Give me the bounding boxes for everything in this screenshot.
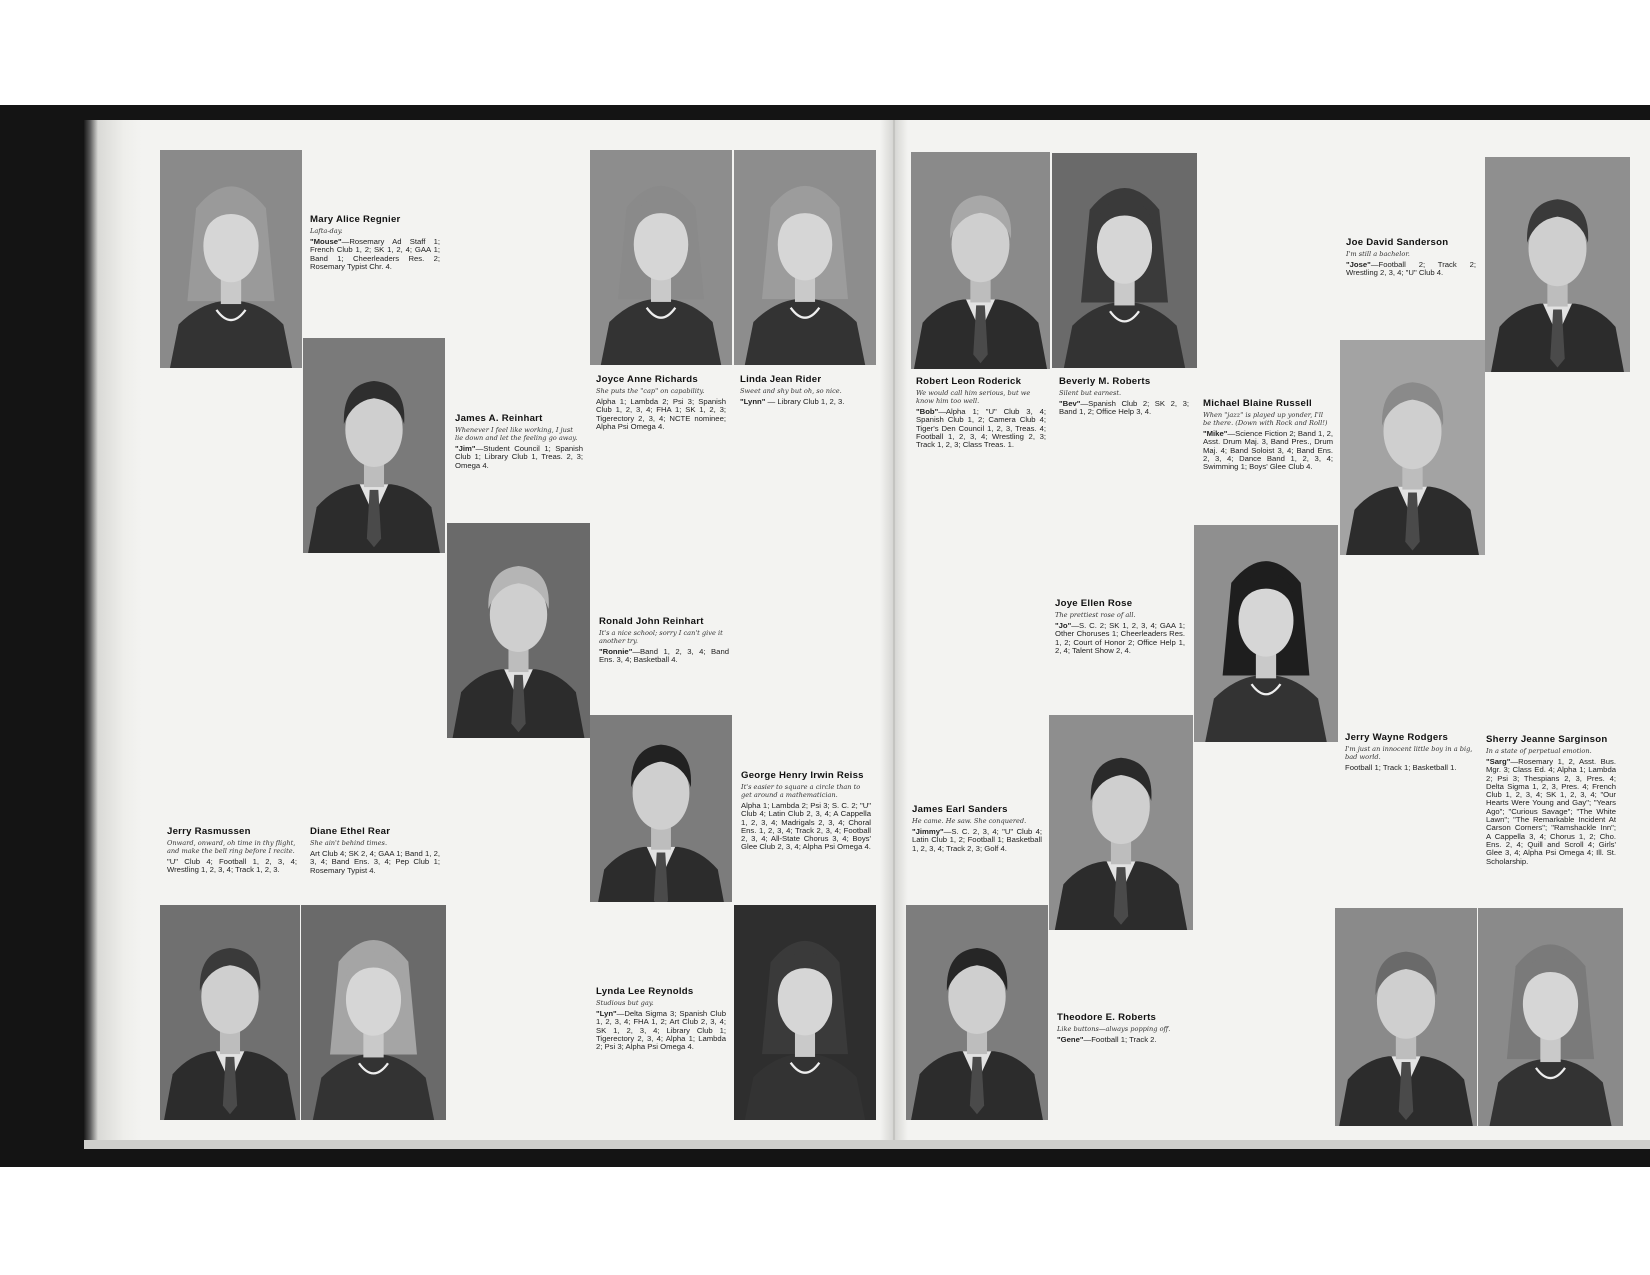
senior-activities (740, 398, 870, 406)
entry-reinhart-james (455, 413, 583, 470)
senior-name: Joe David Sanderson (1346, 237, 1449, 248)
entry-russell (1203, 398, 1333, 471)
senior-nickname: "Lyn" (596, 1009, 617, 1018)
portrait-sarginson (1478, 908, 1623, 1126)
portrait-image (303, 338, 445, 553)
senior-nickname: "Jo" (1055, 621, 1072, 630)
activities-text: —Alpha 1; "U" Club 3, 4; Spanish Club 1, 2; Camera Club 4; Tiger's Den Council 1, 2, 3, Treas. 4; Football 1, 2, 3, 4; Wrestling 2, 3; Track 1, 2, 3; Class Treas. 1. (916, 407, 1046, 450)
senior-quote: The prettiest rose of all. (1055, 611, 1136, 619)
entry-rear (310, 826, 440, 875)
senior-activities (741, 802, 871, 852)
portrait-image (734, 150, 876, 365)
portrait-reinhart-james (303, 338, 445, 553)
senior-quote: Like buttons—always popping off. (1057, 1025, 1171, 1033)
portrait-image (160, 905, 300, 1120)
portrait-image (734, 905, 876, 1120)
activities-text: —Football 2; Track 2; Wrestling 2, 3, 4; "U" Club 4. (1346, 260, 1476, 278)
senior-nickname: "Mike" (1203, 429, 1228, 438)
senior-activities (596, 1010, 726, 1051)
senior-quote: Onward, onward, oh time in thy flight, and make the bell ring before I recite. (167, 839, 296, 855)
senior-quote: I'm still a bachelor. (1346, 250, 1410, 258)
entry-sanderson (1346, 237, 1476, 278)
senior-activities (310, 850, 440, 875)
portrait-image (590, 715, 732, 902)
senior-nickname: "Bev" (1059, 399, 1081, 408)
senior-activities (1057, 1036, 1207, 1044)
portrait-image (301, 905, 446, 1120)
senior-activities (916, 408, 1046, 449)
portrait-sanderson (1485, 157, 1630, 372)
senior-activities (1345, 764, 1475, 772)
senior-quote: He came. He saw. She conquered. (912, 817, 1027, 825)
senior-activities (1346, 261, 1476, 278)
senior-nickname: "Gene" (1057, 1035, 1084, 1044)
senior-nickname: "Ronnie" (599, 647, 633, 656)
entry-roberts-beverly (1059, 376, 1189, 417)
activities-text: —Football 1; Track 2. (1083, 1035, 1157, 1044)
activities-text: Alpha 1; Lambda 2; Psi 3; Spanish Club 1, 2, 3, 4; FHA 1; SK 1, 2, 3; Tigerectory 2, 3, 4; NCTE nominee; Alpha Psi Omega 4. (596, 397, 726, 431)
activities-text: —S. C. 2, 3, 4; "U" Club 4; Latin Club 1, 2; Football 1; Basketball 1, 2, 3, 4; Track 2, 3; Golf 4. (912, 827, 1042, 853)
portrait-rider (734, 150, 876, 365)
senior-quote: Studious but gay. (596, 999, 654, 1007)
senior-name: Jerry Rasmussen (167, 826, 251, 837)
senior-name: Joye Ellen Rose (1055, 598, 1133, 609)
activities-text: Football 1; Track 1; Basketball 1. (1345, 763, 1457, 772)
senior-nickname: "Lynn" (740, 397, 766, 406)
entry-rider (740, 374, 870, 406)
senior-name: Lynda Lee Reynolds (596, 986, 694, 997)
senior-quote: When "jazz" is played up yonder, I'll be there. (Down with Rock and Roll!) (1203, 411, 1328, 427)
portrait-image (906, 905, 1048, 1120)
senior-activities (599, 648, 729, 665)
senior-nickname: "Jimmy" (912, 827, 944, 836)
senior-name: Sherry Jeanne Sarginson (1486, 734, 1608, 745)
senior-activities (1203, 430, 1333, 471)
senior-name: George Henry Irwin Reiss (741, 770, 864, 781)
portrait-image (1335, 908, 1477, 1126)
senior-activities (310, 238, 440, 271)
entry-roderick (916, 376, 1046, 449)
activities-text: —Student Council 1; Spanish Club 1; Library Club 1, Treas. 2, 3; Omega 4. (455, 444, 583, 470)
portrait-image (1485, 157, 1630, 372)
senior-name: Ronald John Reinhart (599, 616, 704, 627)
entry-richards (596, 374, 726, 431)
senior-nickname: "Bob" (916, 407, 939, 416)
portrait-roberts-theodore (906, 905, 1048, 1120)
senior-name: Joyce Anne Richards (596, 374, 698, 385)
entry-rodgers (1345, 732, 1475, 772)
activities-text: —Rosemary 1, 2, Asst. Bus. Mgr. 3; Class Ed. 4; Alpha 1; Lambda 2; Psi 3; Thespians 2, 3, Pres. 4; Delta Sigma 1, 2, 3, Pres. 4; French Club 1, 2, 3, 4; SK 1, 2, 3, 4; "Our Hearts Were Young and Gay"; "Years Ago"; "Curious Savage"; "The White Lawn"; "The Remarkable Incident At Carson Corners"; "Ramshackle Inn"; A Cappella 3, 4; Chorus 1, 2; Cho. Ens. 2, 4; Quill and Scroll 4; Girls' Glee 3, 4; Alpha Psi Omega 4; Ill. St. Scholarship. (1486, 757, 1616, 866)
portrait-image (160, 150, 302, 368)
senior-name: Jerry Wayne Rodgers (1345, 732, 1449, 743)
portrait-rasmussen (160, 905, 300, 1120)
portrait-reinhart-ronald (447, 523, 590, 738)
senior-nickname: "Sarg" (1486, 757, 1511, 766)
portrait-rodgers (1335, 908, 1477, 1126)
portrait-rose (1194, 525, 1338, 742)
senior-quote: Lafta-day. (310, 227, 343, 235)
senior-nickname: "Mouse" (310, 237, 342, 246)
senior-name: Theodore E. Roberts (1057, 1012, 1157, 1023)
activities-text: — Library Club 1, 2, 3. (765, 397, 845, 406)
activities-text: "U" Club 4; Football 1, 2, 3, 4; Wrestling 1, 2, 3, 4; Track 1, 2, 3. (167, 857, 297, 875)
senior-name: Robert Leon Roderick (916, 376, 1022, 387)
portrait-regnier (160, 150, 302, 368)
senior-activities (1059, 400, 1189, 417)
senior-quote: Silent but earnest. (1059, 389, 1122, 397)
portrait-reynolds (734, 905, 876, 1120)
portrait-image (1340, 340, 1485, 555)
portrait-rear (301, 905, 446, 1120)
entry-roberts-theodore (1057, 1012, 1207, 1044)
senior-name: Diane Ethel Rear (310, 826, 391, 837)
entry-reinhart-ronald (599, 616, 729, 665)
activities-text: Art Club 4; SK 2, 4; GAA 1; Band 1, 2, 3, 4; Band Ens. 3, 4; Pep Club 1; Rosemary Typist 4. (310, 849, 440, 875)
portrait-image (447, 523, 590, 738)
activities-text: —Rosemary Ad Staff 1; French Club 1, 2; SK 1, 2, 4; GAA 1; Band 1; Cheerleaders Res. 2; Rosemary Typist Chr. 4. (310, 237, 440, 271)
senior-activities (1486, 758, 1616, 866)
senior-quote: I'm just an innocent little boy in a big, bad world. (1345, 745, 1473, 761)
senior-name: Mary Alice Regnier (310, 214, 401, 225)
senior-quote: She puts the "cap" on capability. (596, 387, 705, 395)
activities-text: Alpha 1; Lambda 2; Psi 3; S. C. 2; "U" Club 4; Latin Club 2, 3, 4; A Cappella 1, 2, 3, 4; Madrigals 2, 3, 4; Choral Ens. 1, 2, 3, 4; Track 2, 3, 4; Football 2, 3, 4; All-State Chorus 3, 4; Boys' Glee Club 2, 3, 4; Alpha Psi Omega 4. (741, 801, 871, 852)
portrait-roberts-beverly (1052, 153, 1197, 368)
entry-reiss (741, 770, 871, 852)
senior-activities (167, 858, 297, 875)
senior-name: James Earl Sanders (912, 804, 1008, 815)
portrait-image (1052, 153, 1197, 368)
activities-text: —S. C. 2; SK 1, 2, 3, 4; GAA 1; Other Choruses 1; Cheerleaders Res. 1, 2; Court of Honor 2; Office Help 1, 2, 4; Talent Show 2, 4. (1055, 621, 1185, 655)
senior-name: James A. Reinhart (455, 413, 543, 424)
entry-rasmussen (167, 826, 297, 875)
senior-activities (455, 445, 583, 470)
senior-quote: She ain't behind times. (310, 839, 388, 847)
senior-quote: It's easier to square a circle than to get around a mathematician. (741, 783, 861, 799)
portrait-image (590, 150, 732, 365)
page-gutter (880, 120, 908, 1149)
portrait-image (1478, 908, 1623, 1126)
senior-quote: It's a nice school; sorry I can't give it another try. (599, 629, 723, 645)
portrait-roderick (911, 152, 1050, 369)
activities-text: —Delta Sigma 3; Spanish Club 1, 2, 3, 4; FHA 1, 2; Art Club 2, 3, 4; SK 1, 2, 3, 4; Library Club 1; Tigerectory 2, 3, 4; Alpha 1; Lambda 2; Psi 3; Alpha Psi Omega 4. (596, 1009, 726, 1052)
activities-text: —Spanish Club 2; SK 2, 3; Band 1, 2; Office Help 3, 4. (1059, 399, 1189, 417)
senior-name: Linda Jean Rider (740, 374, 822, 385)
portrait-image (911, 152, 1050, 369)
senior-quote: Whenever I feel like working, I just lie down and let the feeling go away. (455, 426, 578, 442)
entry-reynolds (596, 986, 726, 1051)
senior-activities (1055, 622, 1185, 655)
senior-quote: We would call him serious, but we know him too well. (916, 389, 1031, 405)
senior-quote: In a state of perpetual emotion. (1486, 747, 1592, 755)
senior-activities (596, 398, 726, 431)
activities-text: —Band 1, 2, 3, 4; Band Ens. 3, 4; Basketball 4. (599, 647, 729, 665)
portrait-sanders (1049, 715, 1193, 930)
portrait-russell (1340, 340, 1485, 555)
senior-name: Beverly M. Roberts (1059, 376, 1151, 387)
portrait-reiss (590, 715, 732, 902)
book-spine-edge (84, 120, 142, 1149)
senior-name: Michael Blaine Russell (1203, 398, 1312, 409)
senior-activities (912, 828, 1042, 853)
portrait-image (1194, 525, 1338, 742)
portrait-image (1049, 715, 1193, 930)
senior-nickname: "Jim" (455, 444, 476, 453)
senior-nickname: "Jose" (1346, 260, 1371, 269)
entry-sarginson (1486, 734, 1616, 866)
entry-sanders (912, 804, 1042, 853)
entry-rose (1055, 598, 1185, 655)
page-bottom-edge (84, 1140, 1650, 1149)
activities-text: —Science Fiction 2; Band 1, 2, Asst. Drum Maj. 3, Band Pres., Drum Maj. 4; Band Soloist 3, 4; Band Ens. 2, 3, 4; Dance Band 1, 2, 3, 4; Swimming 1; Boys' Glee Club 4. (1203, 429, 1333, 472)
senior-quote: Sweet and shy but oh, so nice. (740, 387, 842, 395)
entry-regnier (310, 214, 440, 271)
portrait-richards (590, 150, 732, 365)
